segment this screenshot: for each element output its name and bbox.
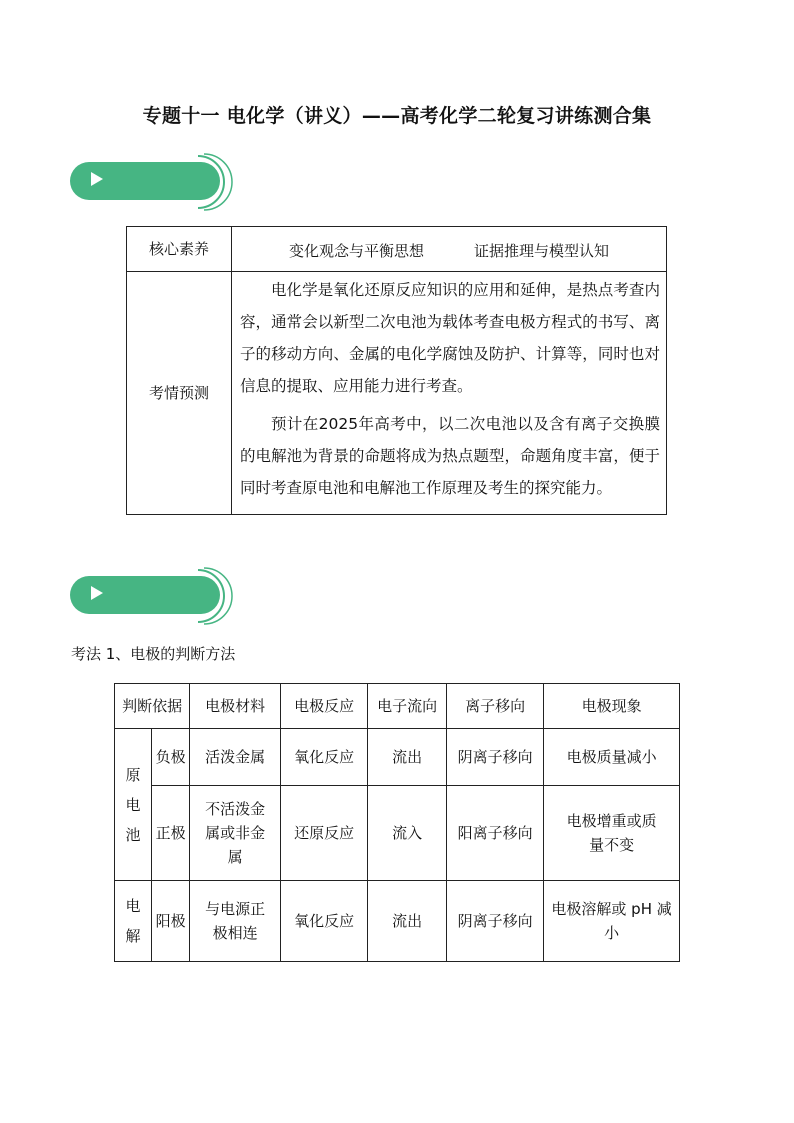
table-cell: 阴离子移向 — [447, 729, 544, 786]
table-cell: 流入 — [368, 786, 447, 881]
header-cell: 电极反应 — [281, 684, 368, 729]
table-cell: 还原反应 — [281, 786, 368, 881]
play-icon — [88, 584, 106, 602]
header-cell: 电极现象 — [544, 684, 680, 729]
forecast-paragraph: 电化学是氧化还原反应知识的应用和延伸，是热点考查内容，通常会以新型二次电池为载体考查电极方程式的书写、离子的移动方向、金属的电化学腐蚀及防护、计算等，同时也对信息的提取、应用能力进行考查。 — [240, 281, 660, 395]
table-cell: 正极 — [152, 786, 190, 881]
header-cell: 离子移向 — [447, 684, 544, 729]
core-info-table — [126, 226, 667, 515]
core-label: 核心素养 — [127, 227, 232, 272]
header-cell: 电极材料 — [190, 684, 281, 729]
forecast-paragraph: 预计在2025年高考中，以二次电池以及含有离子交换膜的电解池为背景的命题将成为热点题型，命题角度丰富，便于同时考查原电池和电解池工作原理及考生的探究能力。 — [240, 415, 660, 497]
group-label — [115, 729, 152, 881]
header-cell: 判断依据 — [115, 684, 190, 729]
table-cell: 电极增重或质量不变 — [544, 786, 680, 881]
table-cell: 阳离子移向 — [447, 786, 544, 881]
table-cell: 与电源正极相连 — [190, 881, 281, 962]
table-cell: 流出 — [368, 881, 447, 962]
table-cell: 不活泼金属或非金属 — [190, 786, 281, 881]
group-label — [115, 881, 152, 962]
table-cell: 电极质量减小 — [544, 729, 680, 786]
table-cell: 阴离子移向 — [447, 881, 544, 962]
section-title: 考法 1、电极的判断方法 — [71, 645, 236, 663]
forecast-label: 考情预测 — [127, 272, 232, 515]
table-cell: 活泼金属 — [190, 729, 281, 786]
group-label-text: 电解 — [125, 897, 141, 945]
table-cell: 电极溶解或 pH 减小 — [544, 881, 680, 962]
table-cell: 负极 — [152, 729, 190, 786]
table-cell: 流出 — [368, 729, 447, 786]
table-cell: 阳极 — [152, 881, 190, 962]
table-cell: 氧化反应 — [281, 729, 368, 786]
section-banner-2 — [68, 566, 234, 626]
play-icon — [88, 170, 106, 188]
section-banner-1 — [68, 152, 234, 212]
group-label-text: 原电池 — [125, 765, 141, 844]
table-cell: 氧化反应 — [281, 881, 368, 962]
core-item: 变化观念与平衡思想 — [288, 242, 424, 260]
header-cell: 电子流向 — [368, 684, 447, 729]
core-item: 证据推理与模型认知 — [474, 242, 610, 260]
forecast-cell — [232, 272, 667, 515]
core-items-cell — [232, 227, 667, 272]
electrode-table — [114, 683, 680, 962]
page-title: 专题十一 电化学（讲义）——高考化学二轮复习讲练测合集 — [142, 105, 652, 127]
